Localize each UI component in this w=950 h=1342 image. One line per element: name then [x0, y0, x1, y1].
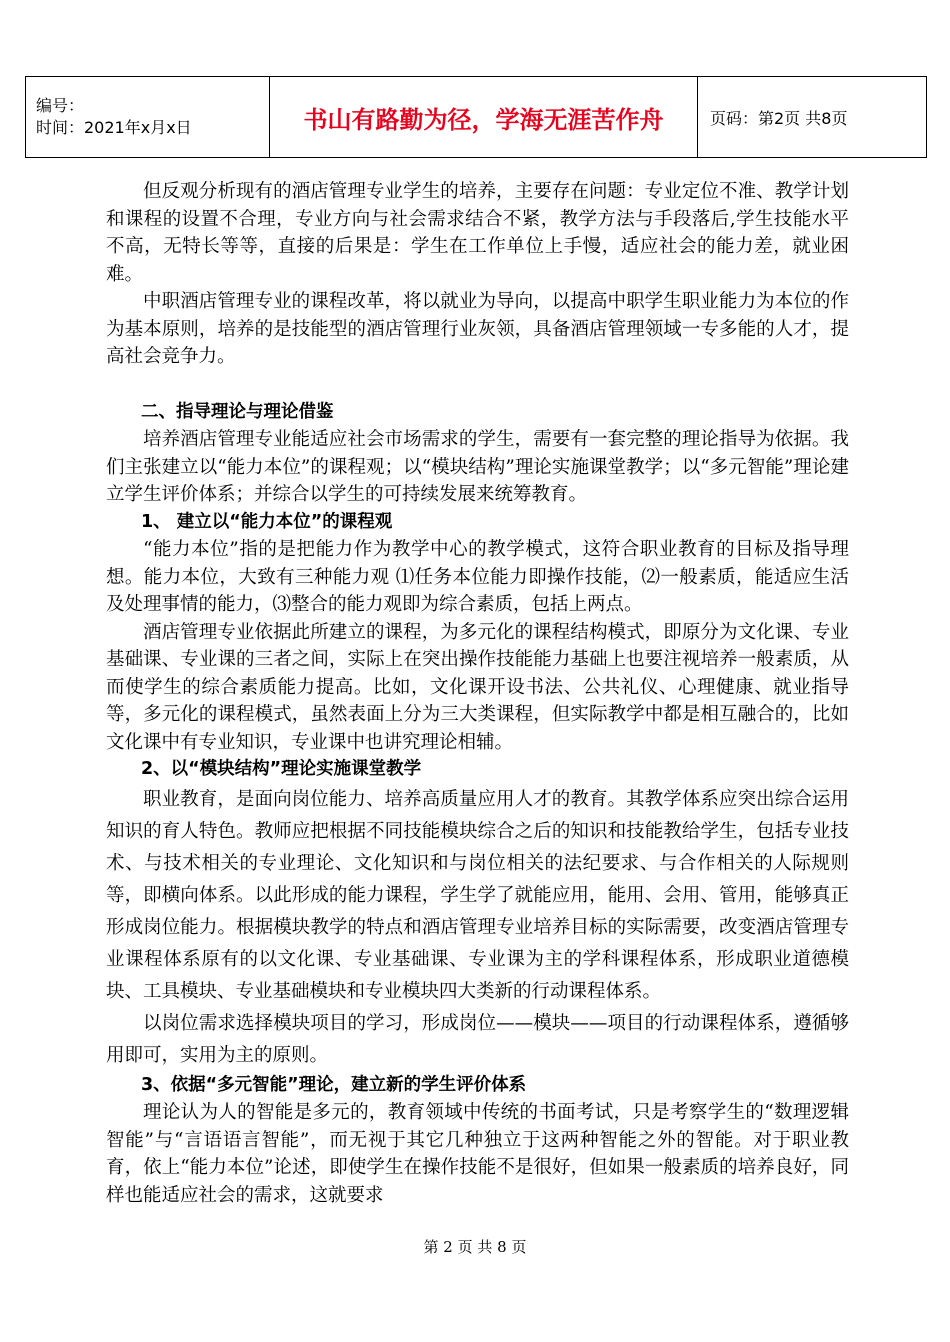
time-label: 时间：2021年x月x日: [36, 118, 192, 137]
page-footer: 第 2 页 共 8 页: [423, 1238, 527, 1256]
header-page-info: 页码：第2页 共8页: [698, 77, 927, 158]
document-header: [25, 76, 927, 158]
section-heading: 二、指导理论与理论借鉴: [141, 401, 334, 422]
document-body: [106, 178, 849, 1209]
paragraph: 职业教育，是面向岗位能力、培养高质量应用人才的教育。其教学体系应突出综合运用知识的育人特色。教师应把根据不同技能模块综合之后的知识和技能教给学生，包括专业技术、与技术相关的专业理论、文化知识和与岗位相关的法纪要求、与合作相关的人际规则等，即横向体系。以此形成的能力课程，学生学了就能应用，能用、会用、管用，能够真正形成岗位能力。根据模块教学的特点和酒店管理专业培养目标的实际需要，改变酒店管理专业课程体系原有的以文化课、专业基础课、专业课为主的学科课程体系，形成职业道德模块、工具模块、专业基础模块和专业模块四大类新的行动课程体系。: [106, 788, 849, 1002]
paragraph: 以岗位需求选择模块项目的学习，形成岗位——模块——项目的行动课程体系，遵循够用即可，实用为主的原则。: [106, 1012, 849, 1066]
paragraph: 但反观分析现有的酒店管理专业学生的培养，主要存在问题：专业定位不准、教学计划和课程的设置不合理，专业方向与社会需求结合不紧，教学方法与手段落后,学生技能水平不高，无特长等等，直接的后果是：学生在工作单位上手慢，适应社会的能力差，就业困难。: [106, 181, 849, 285]
header-left-cell: [26, 77, 270, 158]
subsection-heading: 2、以“模块结构”理论实施课堂教学: [141, 759, 422, 779]
paragraph: 理论认为人的智能是多元的，教育领域中传统的书面考试，只是考察学生的“数理逻辑智能”与“言语语言智能”，而无视于其它几种独立于这两种智能之外的智能。对于职业教育，依上“能力本位”论述，即使学生在操作技能不是很好，但如果一般素质的培养良好，同样也能适应社会的需求，这就要求: [106, 1102, 849, 1206]
paragraph: 中职酒店管理专业的课程改革，将以就业为导向，以提高中职学生职业能力为本位的作为基本原则，培养的是技能型的酒店管理行业灰领，具备酒店管理领域一专多能的人才，提高社会竞争力。: [106, 291, 849, 367]
header-motto: 书山有路勤为径，学海无涯苦作舟: [270, 77, 698, 158]
serial-label: 编号：: [36, 96, 85, 115]
subsection-heading: 1、 建立以“能力本位”的课程观: [141, 511, 393, 532]
paragraph: 培养酒店管理专业能适应社会市场需求的学生，需要有一套完整的理论指导为依据。我们主张建立以“能力本位”的课程观；以“模块结构”理论实施课堂教学；以“多元智能”理论建立学生评价体系；并综合以学生的可持续发展来统筹教育。: [106, 429, 849, 505]
paragraph: 酒店管理专业依据此所建立的课程，为多元化的课程结构模式，即原分为文化课、专业基础课、专业课的三者之间，实际上在突出操作技能能力基础上也要注视培养一般素质，从而使学生的综合素质能力提高。比如，文化课开设书法、公共礼仪、心理健康、就业指导等，多元化的课程模式，虽然表面上分为三大类课程，但实际教学中都是相互融合的，比如文化课中有专业知识，专业课中也讲究理论相辅。: [106, 621, 849, 753]
paragraph: “能力本位”指的是把能力作为教学中心的教学模式，这符合职业教育的目标及指导理想。能力本位，大致有三种能力观 ⑴任务本位能力即操作技能，⑵一般素质，能适应生活及处理事情的能力，⑶整合的能力观即为综合素质，包括上两点。: [106, 539, 849, 615]
subsection-heading: 3、依据“多元智能”理论，建立新的学生评价体系: [141, 1074, 527, 1095]
